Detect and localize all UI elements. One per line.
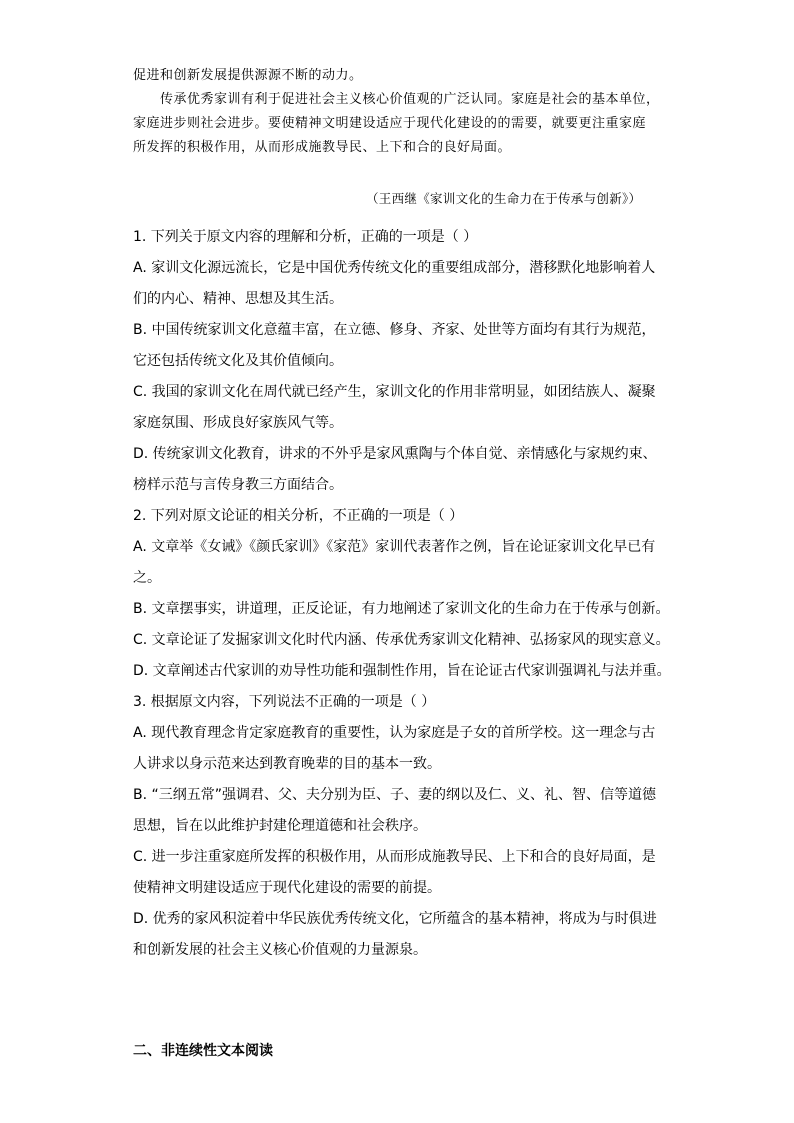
- passage-line: 促进和创新发展提供源源不断的动力。: [133, 68, 363, 83]
- question-1-option-a-cont: 们的内心、精神、思想及其生活。: [133, 291, 343, 307]
- question-2-option-a-cont: 之。: [133, 570, 161, 586]
- passage-line: 家庭进步则社会进步。要使精神文明建设适应于现代化建设的的需要，就要更注重家庭: [133, 116, 647, 131]
- section-heading: 二、非连续性文本阅读: [133, 1043, 273, 1059]
- question-3-option-d: D. 优秀的家风积淀着中华民族优秀传统文化，它所蕴含的基本精神，将成为与时俱进: [133, 911, 657, 927]
- question-3-option-c-cont: 使精神文明建设适应于现代化建设的需要的前提。: [133, 880, 441, 896]
- question-2-stem: 2. 下列对原文论证的相关分析，不正确的一项是（ ）: [133, 508, 464, 524]
- question-1-option-a: A. 家训文化源远流长，它是中国优秀传统文化的重要组成部分，潜移默化地影响着人: [133, 260, 656, 276]
- question-1-option-b: B. 中国传统家训文化意蕴丰富，在立德、修身、齐家、处世等方面均有其行为规范，: [133, 322, 656, 338]
- question-2-option-a: A. 文章举《女诫》《颜氏家训》《家范》家训代表著作之例，旨在论证家训文化早已有: [133, 539, 656, 555]
- question-1-stem: 1. 下列关于原文内容的理解和分析，正确的一项是（ ）: [133, 229, 478, 245]
- question-list: [133, 222, 673, 966]
- question-1-option-d-cont: 榜样示范与言传身教三方面结合。: [133, 477, 343, 493]
- passage-excerpt: [133, 64, 673, 160]
- question-3-option-b: B. “三纲五常”强调君、父、夫分别为臣、子、妻的纲以及仁、义、礼、智、信等道德: [133, 787, 657, 803]
- question-3-option-b-cont: 思想，旨在以此维护封建伦理道德和社会秩序。: [133, 818, 427, 834]
- question-3-option-a: A. 现代教育理念肯定家庭教育的重要性，认为家庭是子女的首所学校。这一理念与古: [133, 725, 656, 741]
- question-1-option-c: C. 我国的家训文化在周代就已经产生，家训文化的作用非常明显，如团结族人、凝聚: [133, 384, 656, 400]
- question-1-option-b-cont: 它还包括传统文化及其价值倾向。: [133, 353, 343, 369]
- passage-line: 传承优秀家训有利于促进社会主义核心价值观的广泛认同。家庭是社会的基本单位，: [160, 92, 660, 107]
- passage-line: 所发挥的积极作用，从而形成施教导民、上下和合的良好局面。: [133, 140, 512, 155]
- question-3-option-a-cont: 人讲求以身示范来达到教育晚辈的目的基本一致。: [133, 756, 441, 772]
- passage-source-citation: （王西继《家训文化的生命力在于传承与创新》）: [366, 191, 642, 206]
- question-3-stem: 3. 根据原文内容，下列说法不正确的一项是（ ）: [133, 694, 436, 710]
- question-2-option-d: D. 文章阐述古代家训的劝导性功能和强制性作用，旨在论证古代家训强调礼与法并重。: [133, 663, 671, 679]
- question-3-option-d-cont: 和创新发展的社会主义核心价值观的力量源泉。: [133, 942, 427, 958]
- question-3-option-c: C. 进一步注重家庭所发挥的积极作用，从而形成施教导民、上下和合的良好局面，是: [133, 849, 656, 865]
- question-2-option-b: B. 文章摆事实，讲道理，正反论证，有力地阐述了家训文化的生命力在于传承与创新。: [133, 601, 670, 617]
- question-2-option-c: C. 文章论证了发掘家训文化时代内涵、传承优秀家训文化精神、弘扬家风的现实意义。: [133, 632, 670, 648]
- question-1-option-d: D. 传统家训文化教育，讲求的不外乎是家风熏陶与个体自觉、亲情感化与家规约束、: [133, 446, 657, 462]
- question-1-option-c-cont: 家庭氛围、形成良好家族风气等。: [133, 415, 343, 431]
